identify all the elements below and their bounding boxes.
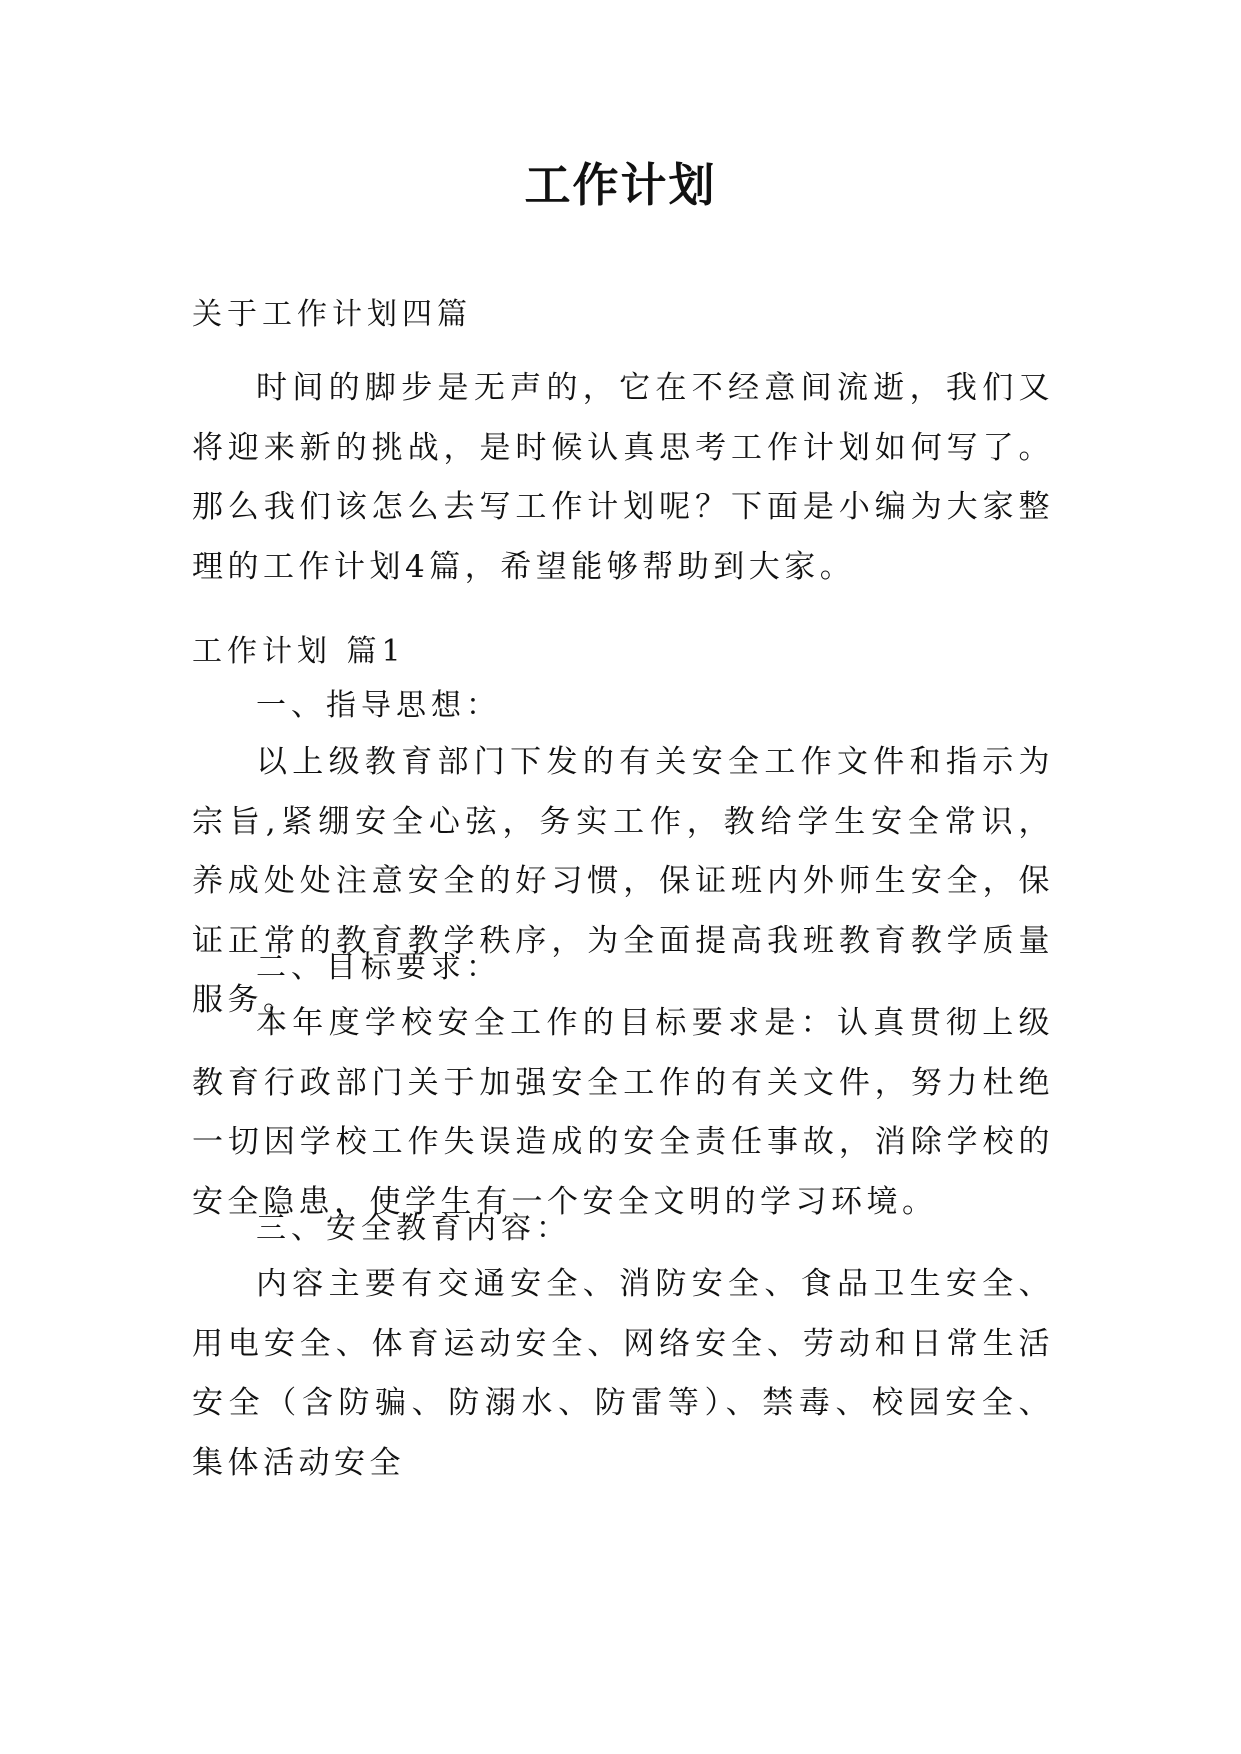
section-body-guiding-ideology: 以上级教育部门下发的有关安全工作文件和指示为宗旨,紧绷安全心弦，务实工作，教给学生安全常识，养成处处注意安全的好习惯，保证班内外师生安全，保证正常的教育教学秩序，为全面提高我班教育教学质量服务。 <box>192 744 1054 1018</box>
section-heading-guiding-ideology: 一、指导思想： <box>256 688 501 723</box>
section-title: 工作计划 篇1 <box>192 634 406 669</box>
section-heading-goals: 二、目标要求： <box>256 950 501 985</box>
document-title: 工作计划 <box>524 158 717 212</box>
intro-paragraph: 时间的脚步是无声的，它在不经意间流逝，我们又将迎来新的挑战，是时候认真思考工作计划如何写了。那么我们该怎么去写工作计划呢？下面是小编为大家整理的工作计划4篇，希望能够帮助到大家。 <box>192 370 1054 585</box>
section-body-safety-content: 内容主要有交通安全、消防安全、食品卫生安全、用电安全、体育运动安全、网络安全、劳动和日常生活安全（含防骗、防溺水、防雷等）、禁毒、校园安全、集体活动安全 <box>192 1266 1054 1481</box>
section-body-goals: 本年度学校安全工作的目标要求是：认真贯彻上级教育行政部门关于加强安全工作的有关文件，努力杜绝一切因学校工作失误造成的安全责任事故，消除学校的安全隐患，使学生有一个安全文明的学习环境。 <box>192 1005 1054 1220</box>
document-subtitle: 关于工作计划四篇 <box>192 297 472 332</box>
section-heading-safety-content: 三、安全教育内容： <box>256 1211 571 1246</box>
